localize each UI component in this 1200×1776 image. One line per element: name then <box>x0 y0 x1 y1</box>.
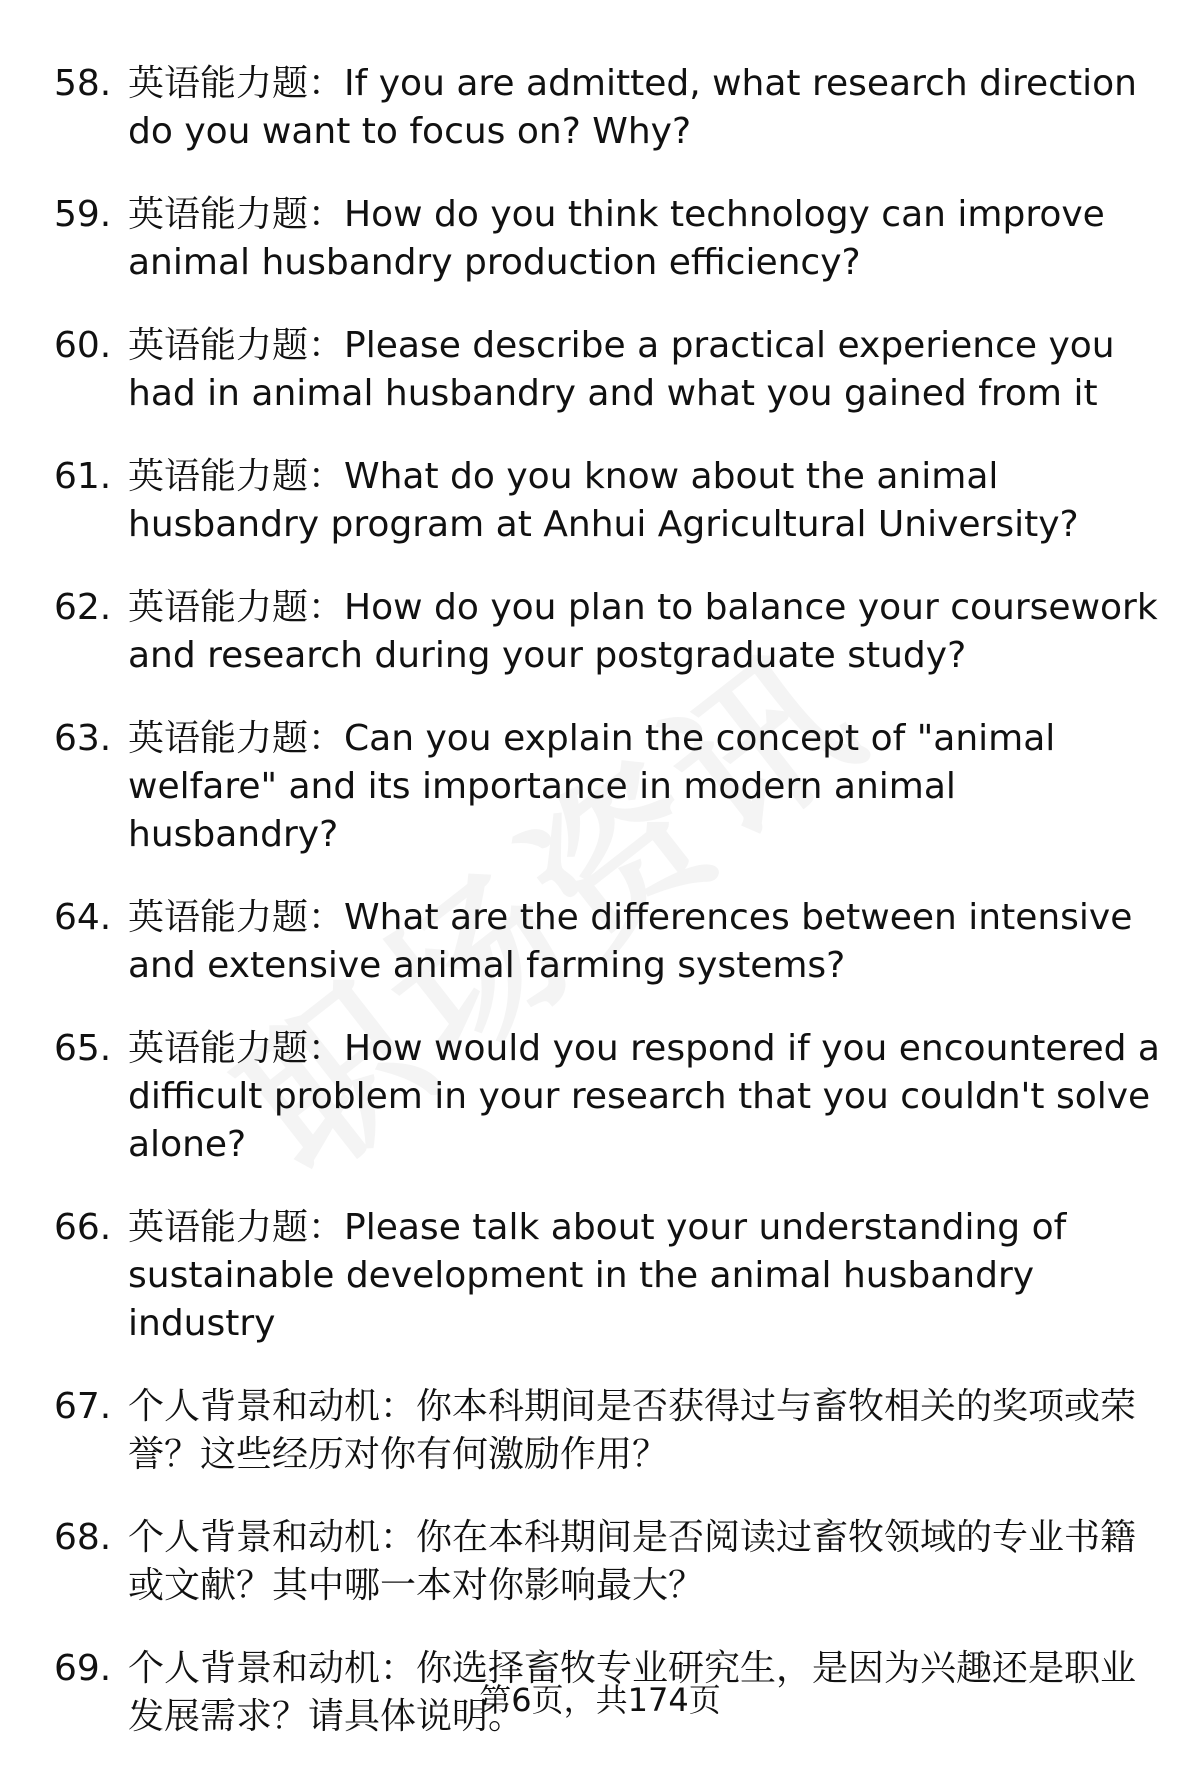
question-body: If you are admitted, what research direction do you want to focus on? Why? <box>128 63 1137 152</box>
question-text <box>128 1383 1164 1479</box>
question-number: 67. <box>54 1386 112 1427</box>
question-category: 英语能力题： <box>128 1028 345 1069</box>
question-body: Please describe a practical experience you had in animal husbandry and what you gained from it <box>128 325 1115 414</box>
question-text <box>128 894 1164 990</box>
question-text <box>128 322 1164 418</box>
question-item <box>0 584 1200 680</box>
question-body: 你本科期间是否获得过与畜牧相关的奖项或荣誉？这些经历对你有何激励作用？ <box>128 1386 1137 1475</box>
question-item <box>0 1025 1200 1169</box>
question-number: 58. <box>54 63 112 104</box>
question-item <box>0 453 1200 549</box>
question-body: How would you respond if you encountered a difficult problem in your research that you couldn't solve alone? <box>128 1028 1160 1165</box>
question-category: 英语能力题： <box>128 456 345 497</box>
question-item <box>0 1204 1200 1348</box>
question-category: 英语能力题： <box>128 897 345 938</box>
question-text <box>128 584 1164 680</box>
question-item <box>0 1514 1200 1610</box>
question-number: 64. <box>54 897 112 938</box>
question-body: 你选择畜牧专业研究生，是因为兴趣还是职业发展需求？请具体说明。 <box>128 1648 1137 1737</box>
question-body: Can you explain the concept of "animal welfare" and its importance in modern animal husbandry? <box>128 718 1056 855</box>
question-category: 英语能力题： <box>128 63 345 104</box>
question-text <box>128 1025 1164 1169</box>
question-number: 61. <box>54 456 112 497</box>
question-list <box>0 60 1200 1776</box>
question-item <box>0 60 1200 156</box>
question-number: 66. <box>54 1207 112 1248</box>
question-number: 63. <box>54 718 112 759</box>
question-item <box>0 894 1200 990</box>
question-item <box>0 1383 1200 1479</box>
question-category: 个人背景和动机： <box>128 1517 417 1558</box>
question-number: 68. <box>54 1517 112 1558</box>
question-category: 英语能力题： <box>128 587 345 628</box>
question-number: 59. <box>54 194 112 235</box>
question-body: What are the differences between intensive and extensive animal farming systems? <box>128 897 1133 986</box>
question-category: 英语能力题： <box>128 1207 345 1248</box>
question-number: 60. <box>54 325 112 366</box>
question-number: 65. <box>54 1028 112 1069</box>
question-text <box>128 1204 1164 1348</box>
question-body: Please talk about your understanding of sustainable development in the animal husbandry industry <box>128 1207 1067 1344</box>
question-body: How do you plan to balance your coursework and research during your postgraduate study? <box>128 587 1158 676</box>
question-item <box>0 191 1200 287</box>
question-body: How do you think technology can improve animal husbandry production efficiency? <box>128 194 1105 283</box>
question-category: 英语能力题： <box>128 718 345 759</box>
question-number: 69. <box>54 1648 112 1689</box>
question-text <box>128 453 1164 549</box>
question-item <box>0 322 1200 418</box>
question-category: 英语能力题： <box>128 325 345 366</box>
question-text <box>128 715 1164 859</box>
question-text <box>128 1514 1164 1610</box>
question-category: 英语能力题： <box>128 194 345 235</box>
question-number: 62. <box>54 587 112 628</box>
question-body: What do you know about the animal husbandry program at Anhui Agricultural University? <box>128 456 1079 545</box>
question-text <box>128 60 1164 156</box>
question-body: 你在本科期间是否阅读过畜牧领域的专业书籍或文献？其中哪一本对你影响最大？ <box>128 1517 1137 1606</box>
question-text <box>128 191 1164 287</box>
question-item <box>0 715 1200 859</box>
question-category: 个人背景和动机： <box>128 1386 417 1427</box>
page-footer: 第6页，共174页 <box>479 1681 721 1719</box>
question-category: 个人背景和动机： <box>128 1648 417 1689</box>
